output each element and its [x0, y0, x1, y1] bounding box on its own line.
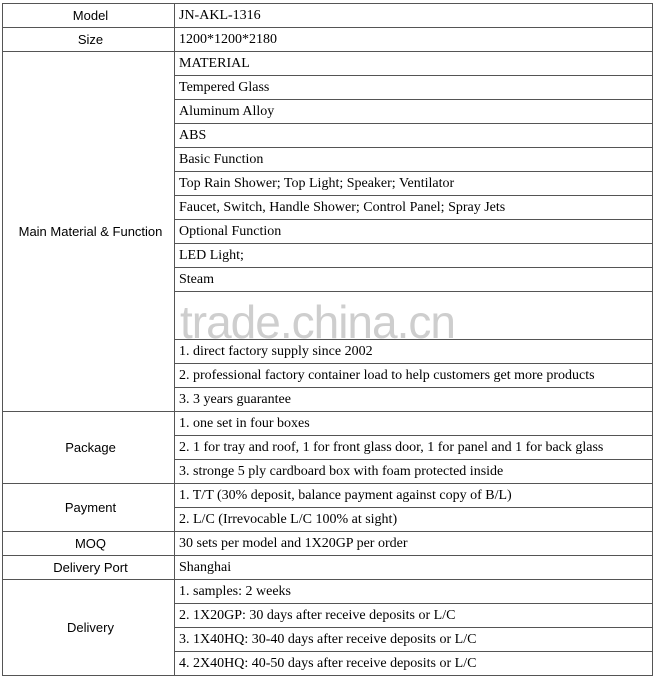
material-line: LED Light; — [175, 244, 653, 268]
material-line: Aluminum Alloy — [175, 100, 653, 124]
size-value: 1200*1200*2180 — [175, 28, 653, 52]
material-line: Tempered Glass — [175, 76, 653, 100]
model-value: JN-AKL-1316 — [175, 4, 653, 28]
material-line: Steam — [175, 268, 653, 292]
spec-table — [2, 3, 653, 676]
table-row — [3, 532, 653, 556]
package-line: 1. one set in four boxes — [175, 412, 653, 436]
material-line: 2. professional factory container load to help customers get more products — [175, 364, 653, 388]
model-label: Model — [3, 4, 175, 28]
material-line: 1. direct factory supply since 2002 — [175, 340, 653, 364]
payment-label: Payment — [3, 484, 175, 532]
watermark: trade.china.cn — [180, 296, 455, 348]
package-line: 2. 1 for tray and roof, 1 for front glass door, 1 for panel and 1 for back glass — [175, 436, 653, 460]
delivery-line: 1. samples: 2 weeks — [175, 580, 653, 604]
delivery-line: 4. 2X40HQ: 40-50 days after receive deposits or L/C — [175, 652, 653, 676]
table-row — [3, 484, 653, 508]
moq-value: 30 sets per model and 1X20GP per order — [175, 532, 653, 556]
material-line: 3. 3 years guarantee — [175, 388, 653, 412]
material-line: Faucet, Switch, Handle Shower; Control Panel; Spray Jets — [175, 196, 653, 220]
table-row — [3, 4, 653, 28]
delivery-line: 2. 1X20GP: 30 days after receive deposits or L/C — [175, 604, 653, 628]
payment-line: 1. T/T (30% deposit, balance payment against copy of B/L) — [175, 484, 653, 508]
delivery-port-value: Shanghai — [175, 556, 653, 580]
material-label: Main Material & Function — [3, 52, 175, 412]
material-line — [175, 292, 653, 340]
material-line: MATERIAL — [175, 52, 653, 76]
table-row — [3, 556, 653, 580]
payment-line: 2. L/C (Irrevocable L/C 100% at sight) — [175, 508, 653, 532]
package-line: 3. stronge 5 ply cardboard box with foam protected inside — [175, 460, 653, 484]
table-row — [3, 412, 653, 436]
table-row — [3, 28, 653, 52]
delivery-line: 3. 1X40HQ: 30-40 days after receive deposits or L/C — [175, 628, 653, 652]
moq-label: MOQ — [3, 532, 175, 556]
material-line: Optional Function — [175, 220, 653, 244]
material-line: ABS — [175, 124, 653, 148]
delivery-port-label: Delivery Port — [3, 556, 175, 580]
delivery-label: Delivery — [3, 580, 175, 676]
table-row — [3, 580, 653, 604]
size-label: Size — [3, 28, 175, 52]
package-label: Package — [3, 412, 175, 484]
table-row — [3, 52, 653, 76]
material-line: Basic Function — [175, 148, 653, 172]
material-line: Top Rain Shower; Top Light; Speaker; Ventilator — [175, 172, 653, 196]
